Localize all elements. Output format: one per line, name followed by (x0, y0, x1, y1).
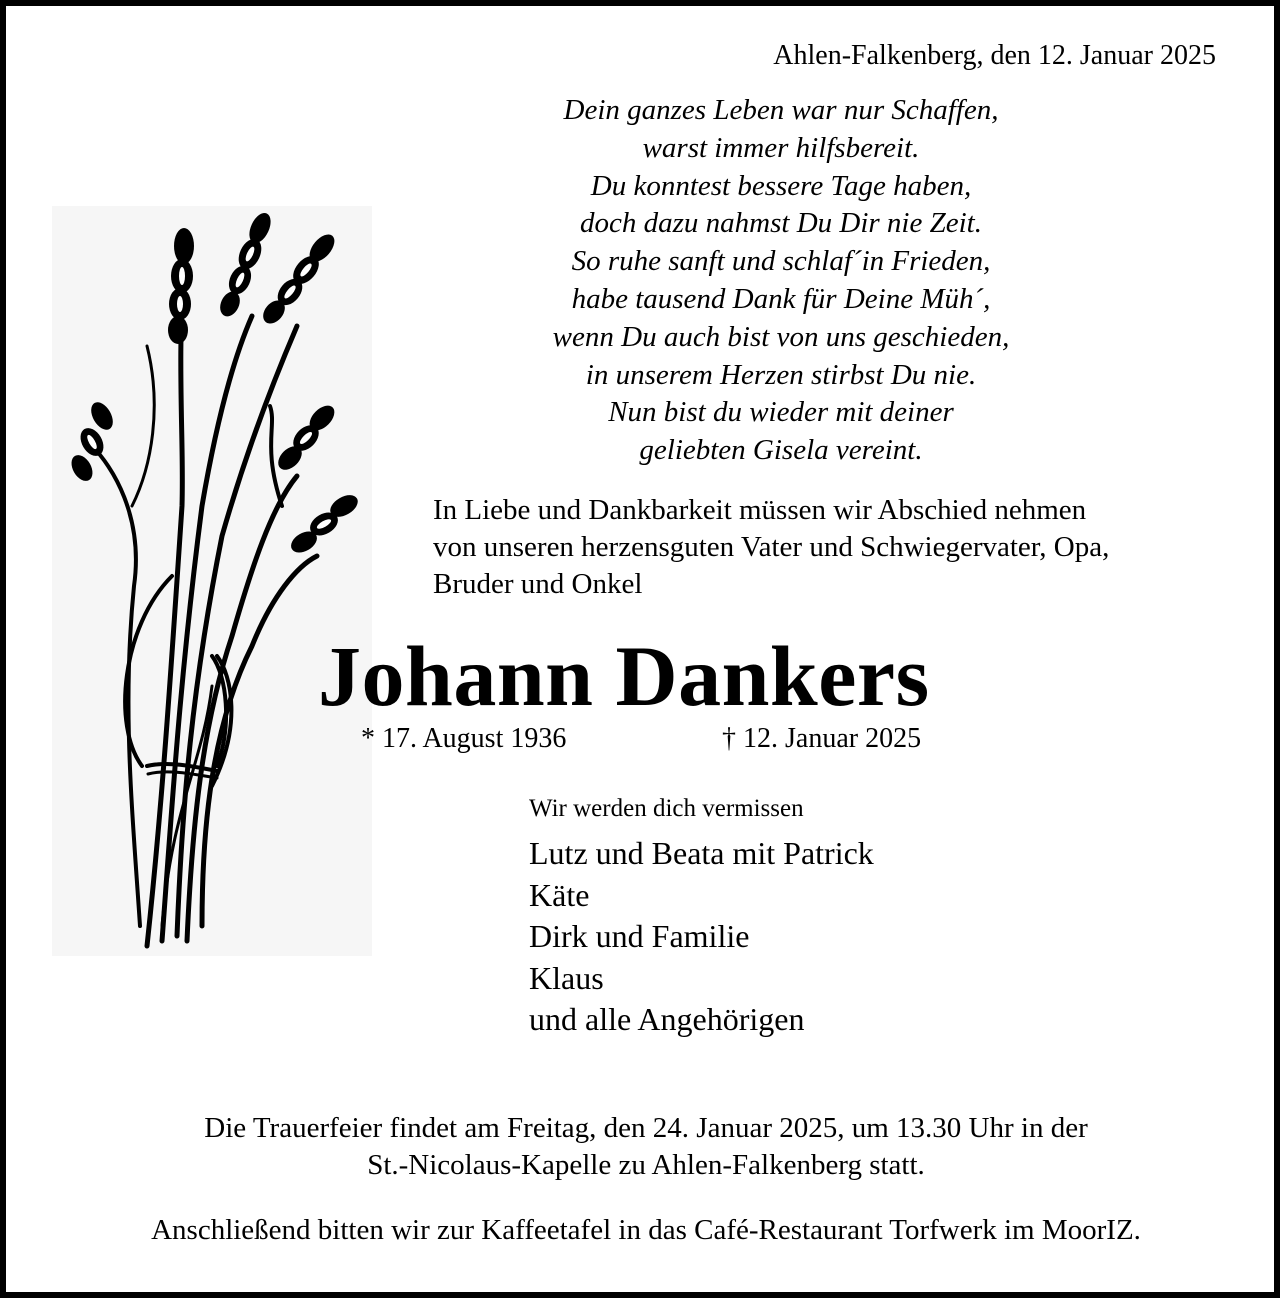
dateline: Ahlen-Falkenberg, den 12. Januar 2025 (773, 40, 1216, 71)
poem-line: Du konntest bessere Tage haben, (590, 169, 972, 202)
poem-line: Dein ganzes Leben war nur Schaffen, (563, 94, 999, 126)
mourner: Dirk und Familie (529, 918, 750, 954)
intro-text (433, 492, 1109, 603)
poem (466, 92, 1096, 470)
poem-line: doch dazu nahmst Du Dir nie Zeit. (580, 207, 982, 240)
intro-line: von unseren herzensguten Vater und Schwiegervater, Opa, (433, 531, 1110, 563)
funeral-line: St.-Nicolaus-Kapelle zu Ahlen-Falkenberg statt. (367, 1149, 925, 1181)
mourner: und alle Angehörigen (529, 1001, 805, 1037)
wheat-ears-icon (52, 206, 372, 956)
poem-line: habe tausend Dank für Deine Müh´, (571, 282, 991, 315)
mourners-list (529, 833, 874, 1041)
poem-line: warst immer hilfsbereit. (642, 131, 920, 164)
poem-line: wenn Du auch bist von uns geschieden, (552, 320, 1010, 353)
birth-date: * 17. August 1936 (361, 723, 567, 754)
miss-line: Wir werden dich vermissen (529, 795, 804, 822)
poem-line: Nun bist du wieder mit deiner (608, 396, 954, 429)
mourner: Klaus (529, 959, 604, 996)
intro-line: Bruder und Onkel (433, 568, 643, 600)
intro-line: In Liebe und Dankbarkeit müssen wir Abschied nehmen (433, 494, 1087, 526)
funeral-line: Die Trauerfeier findet am Freitag, den 24. Januar 2025, um 13.30 Uhr in der (204, 1112, 1088, 1144)
poem-line: in unserem Herzen stirbst Du nie. (585, 358, 977, 391)
poem-line: geliebten Gisela vereint. (639, 434, 923, 467)
mourner: Lutz und Beata mit Patrick (529, 835, 874, 871)
poem-line: So ruhe sanft und schlaf´in Frieden, (571, 245, 991, 278)
funeral-info (46, 1110, 1246, 1184)
mourner: Käte (529, 876, 590, 913)
coffee-invitation: Anschließend bitten wir zur Kaffeetafel in das Café-Restaurant Torfwerk im MoorIZ. (151, 1214, 1141, 1246)
death-date: † 12. Januar 2025 (722, 723, 922, 754)
deceased-name: Johann Dankers (318, 628, 930, 724)
